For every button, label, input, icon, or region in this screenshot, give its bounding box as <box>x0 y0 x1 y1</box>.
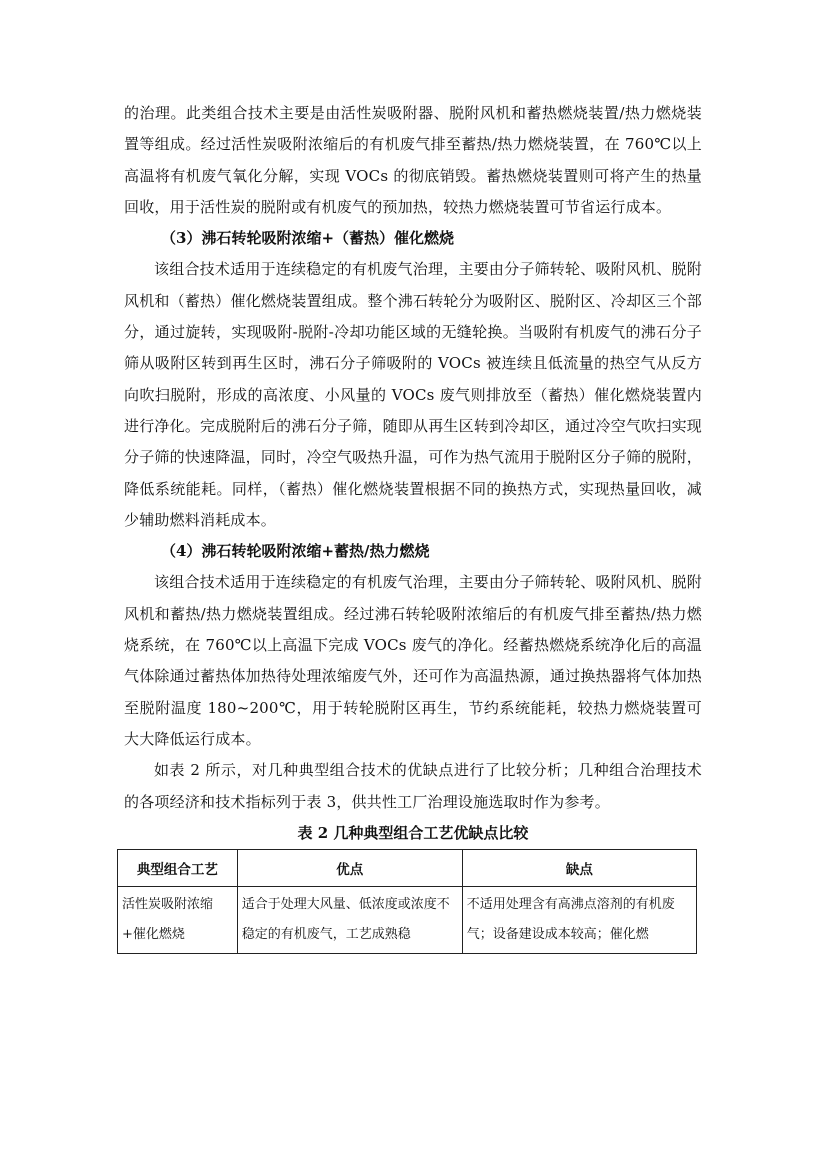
header-disadvantages: 缺点 <box>462 849 696 886</box>
document-page <box>124 98 702 954</box>
section-4-heading: （4）沸石转轮吸附浓缩+蓄热/热力燃烧 <box>161 542 430 561</box>
section-3-paragraph: 该组合技术适用于连续稳定的有机废气治理，主要由分子筛转轮、吸附风机、脱附风机和（蓄热）催化燃烧装置组成。整个沸石转轮分为吸附区、脱附区、冷却区三个部分，通过旋转，实现吸附-脱附-冷却功能区域的无缝轮换。当吸附有机废气的沸石分子筛从吸附区转到再生区时，沸石分子筛吸附的 VOCs 被连续且低流量的热空气从反方向吹扫脱附，形成的高浓度、小风量的 VOCs 废气则排放至（蓄热）催化燃烧装置内进行净化。完成脱附后的沸石分子筛，随即从再生区转到冷却区，通过冷空气吹扫实现分子筛的快速降温，同时，冷空气吸热升温，可作为热气流用于脱附区分子筛的脱附，降低系统能耗。同样，（蓄热）催化燃烧装置根据不同的换热方式，实现热量回收，减少辅助燃料消耗成本。 <box>124 260 702 529</box>
table-row <box>118 886 697 953</box>
header-process: 典型组合工艺 <box>118 849 238 886</box>
table-header-row <box>118 849 697 886</box>
section-4-paragraph: 该组合技术适用于连续稳定的有机废气治理，主要由分子筛转轮、吸附风机、脱附风机和蓄热/热力燃烧装置组成。经过沸石转轮吸附浓缩后的有机废气排至蓄热/热力燃烧系统，在 760℃以上高温下完成 VOCs 废气的净化。经蓄热燃烧系统净化后的高温气体除通过蓄热体加热待处理浓缩废气外，还可作为高温热源，通过换热器将气体加热至脱附温度 180~200℃，用于转轮脱附区再生，节约系统能耗，较热力燃烧装置可大大降低运行成本。 <box>124 573 702 748</box>
cell-disadvantages: 不适用处理含有高沸点溶剂的有机废气；设备建设成本较高；催化燃 <box>462 886 696 953</box>
cell-advantages: 适合于处理大风量、低浓度或浓度不稳定的有机废气，工艺成熟稳 <box>237 886 462 953</box>
intro-paragraph: 的治理。此类组合技术主要是由活性炭吸附器、脱附风机和蓄热燃烧装置/热力燃烧装置等组成。经过活性炭吸附浓缩后的有机废气排至蓄热/热力燃烧装置，在 760℃以上高温将有机废气氧化分解，实现 VOCs 的彻底销毁。蓄热燃烧装置则可将产生的热量回收，用于活性炭的脱附或有机废气的预加热，较热力燃烧装置可节省运行成本。 <box>124 104 702 216</box>
header-advantages: 优点 <box>237 849 462 886</box>
comparison-table <box>117 849 697 954</box>
section-3-heading: （3）沸石转轮吸附浓缩+（蓄热）催化燃烧 <box>161 229 455 248</box>
summary-paragraph: 如表 2 所示，对几种典型组合技术的优缺点进行了比较分析；几种组合治理技术的各项经济和技术指标列于表 3，供共性工厂治理设施选取时作为参考。 <box>124 761 702 811</box>
cell-process: 活性炭吸附浓缩+催化燃烧 <box>118 886 238 953</box>
table-title: 表 2 几种典型组合工艺优缺点比较 <box>297 823 529 842</box>
